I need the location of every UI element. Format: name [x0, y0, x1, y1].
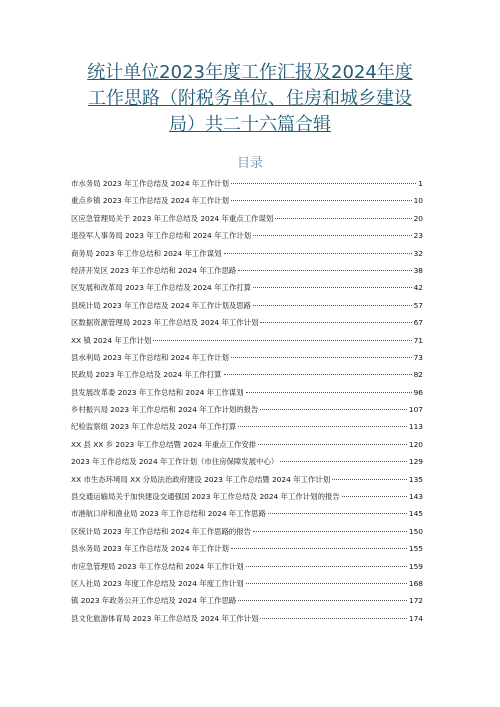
toc-entry-title: 市水务局 2023 年工作总结及 2024 年工作计划	[71, 179, 229, 188]
toc-dot-leader	[246, 583, 407, 584]
toc-entry-title: 市港航口岸和渔业局 2023 年工作总结和 2024 年工作思路	[71, 509, 266, 519]
toc-entry-title: 民政局 2023 年工作总结及 2024 年工作打算	[71, 370, 222, 380]
toc-entry-title: 区应急管理局关于 2023 年工作总结及 2024 年重点工作谋划	[71, 213, 274, 223]
toc-entry[interactable]	[71, 369, 423, 386]
toc-entry-title: 县水利局 2023 年工作总结和 2024 年工作计划	[71, 352, 229, 362]
toc-entry-page: 96	[413, 387, 423, 397]
toc-entry[interactable]	[71, 317, 423, 334]
toc-entry-page: 67	[413, 318, 423, 328]
toc-entry-title: 县统计局 2023 年工作总结及 2024 年工作计划及思路	[71, 300, 252, 310]
toc-entry[interactable]	[71, 300, 423, 317]
toc-entry[interactable]	[71, 439, 423, 456]
toc-dot-leader	[253, 287, 412, 288]
toc-entry-page: 1	[418, 179, 423, 188]
toc-entry[interactable]	[71, 213, 423, 230]
toc-dot-leader	[268, 513, 407, 514]
toc-entry-page: 143	[408, 492, 423, 502]
toc-entry-page: 150	[408, 526, 423, 536]
toc-entry[interactable]	[71, 561, 423, 578]
toc-entry-page: 172	[408, 596, 423, 606]
toc-entry-page: 38	[413, 265, 423, 275]
toc-dot-leader	[258, 444, 407, 445]
toc-dot-leader	[253, 235, 412, 236]
toc-entry-title: 2023 年工作总结及 2024 年工作计划（市住房保障发展中心）	[71, 457, 279, 467]
toc-dot-leader	[280, 461, 407, 462]
toc-entry[interactable]	[71, 456, 423, 473]
toc-entry-title: 区统计局 2023 年工作总结和 2024 年工作思路的报告	[71, 526, 252, 536]
toc-dot-leader	[153, 340, 411, 341]
toc-entry-page: 71	[413, 335, 423, 345]
toc-dot-leader	[238, 426, 407, 427]
toc-entry[interactable]	[71, 387, 423, 404]
toc-entry-title: 市应急管理局 2023 年工作总结和 2024 年工作计划	[71, 561, 244, 571]
toc-dot-leader	[238, 600, 407, 601]
toc-entry[interactable]	[71, 335, 423, 352]
toc-dot-leader	[275, 218, 411, 219]
toc-entry-title: XX 镇 2024 年工作计划	[71, 335, 152, 345]
document-title	[70, 60, 430, 138]
toc-entry-page: 42	[413, 283, 423, 293]
title-line: 工作思路（附税务单位、住房和城乡建设	[88, 88, 412, 109]
toc-entry[interactable]	[71, 265, 423, 282]
toc-entry-title: 区人社局 2023 年度工作总结及 2024 年度工作计划	[71, 578, 244, 588]
toc-entry-page: 155	[408, 544, 423, 554]
toc-entry-page: 23	[413, 231, 423, 241]
toc-entry[interactable]	[71, 543, 423, 560]
toc-entry-page: 174	[408, 613, 423, 623]
toc-entry-page: 145	[408, 509, 423, 519]
toc-dot-leader	[260, 409, 406, 410]
toc-dot-leader	[253, 531, 407, 532]
toc-entry-title: 纪检监察组 2023 年工作总结及 2024 年工作打算	[71, 422, 237, 432]
toc-dot-leader	[253, 305, 412, 306]
toc-entry[interactable]	[71, 613, 423, 630]
toc-entry-page: 168	[408, 578, 423, 588]
toc-entry-page: 20	[413, 213, 423, 223]
toc-entry-title: 县水务局 2023 年工作总结及 2024 年工作计划	[71, 544, 229, 554]
toc-entry-title: 县交通运输局关于加快建设交通强国 2023 年工作总结及 2024 年工作计划的报告	[71, 492, 340, 502]
toc-dot-leader	[260, 322, 411, 323]
toc-dot-leader	[238, 270, 411, 271]
toc-entry-page: 10	[413, 196, 423, 206]
toc-entry-title: 乡村振兴局 2023 年工作总结和 2024 年工作计划的报告	[71, 405, 259, 415]
toc-entry[interactable]	[71, 421, 423, 438]
toc-dot-leader	[231, 183, 416, 184]
toc-entry-title: 县文化旅游体育局 2023 年工作总结及 2024 年工作计划	[71, 613, 259, 623]
toc-entry-title: XX 县 XX 乡 2023 年工作总结暨 2024 年重点工作安排	[71, 439, 257, 449]
toc-dot-leader	[246, 392, 412, 393]
toc-dot-leader	[224, 374, 412, 375]
toc-entry[interactable]	[71, 282, 423, 299]
toc-entry[interactable]	[71, 491, 423, 508]
toc-dot-leader	[231, 548, 407, 549]
toc-dot-leader	[224, 253, 412, 254]
toc-entry[interactable]	[71, 578, 423, 595]
table-of-contents	[71, 178, 423, 630]
toc-entry-title: 重点乡镇 2023 年工作总结及 2024 年工作计划	[71, 196, 229, 206]
toc-entry-page: 135	[408, 474, 423, 484]
toc-entry-title: 商务局 2023 年工作总结和 2024 年工作谋划	[71, 248, 222, 258]
toc-entry-page: 107	[408, 405, 423, 415]
toc-dot-leader	[231, 200, 412, 201]
toc-entry-title: 经济开发区 2023 年工作总结和 2024 年工作思路	[71, 265, 237, 275]
toc-entry[interactable]	[71, 178, 423, 195]
toc-dot-leader	[332, 479, 407, 480]
toc-entry[interactable]	[71, 474, 423, 491]
toc-entry-title: 县发展改革委 2023 年工作总结和 2024 年工作谋划	[71, 387, 244, 397]
toc-entry[interactable]	[71, 230, 423, 247]
toc-entry-page: 32	[413, 248, 423, 258]
toc-heading: 目录	[236, 156, 263, 171]
toc-entry-title: 退役军人事务局 2023 年工作总结和 2024 年工作计划	[71, 231, 252, 241]
toc-entry-page: 73	[413, 352, 423, 362]
toc-entry-page: 129	[408, 457, 423, 467]
toc-entry-title: 区发展和改革局 2023 年工作总结及 2024 年工作打算	[71, 283, 252, 293]
toc-dot-leader	[246, 566, 407, 567]
toc-entry[interactable]	[71, 404, 423, 421]
toc-entry[interactable]	[71, 508, 423, 525]
toc-entry-page: 120	[408, 439, 423, 449]
toc-entry-title: 镇 2023 年政务公开工作总结及 2024 年工作思路	[71, 596, 237, 606]
toc-entry[interactable]	[71, 526, 423, 543]
title-line: 局）共二十六篇合辑	[169, 114, 331, 135]
title-line: 统计单位2023年度工作汇报及2024年度	[87, 62, 413, 83]
toc-dot-leader	[231, 357, 412, 358]
toc-entry-page: 57	[413, 300, 423, 310]
toc-entry[interactable]	[71, 352, 423, 369]
toc-entry[interactable]	[71, 195, 423, 212]
toc-entry-page: 82	[413, 370, 423, 380]
toc-entry-page: 113	[408, 422, 423, 432]
toc-dot-leader	[342, 496, 407, 497]
toc-entry-title: 区数据资源管理局 2023 年工作总结及 2024 年工作计划	[71, 318, 259, 328]
toc-entry-page: 159	[408, 561, 423, 571]
toc-dot-leader	[260, 618, 406, 619]
toc-entry[interactable]	[71, 595, 423, 612]
toc-entry[interactable]	[71, 248, 423, 265]
toc-entry-title: XX 市生态环境局 XX 分局法治政府建设 2023 年工作总结暨 2024 年工作计划	[71, 474, 331, 484]
